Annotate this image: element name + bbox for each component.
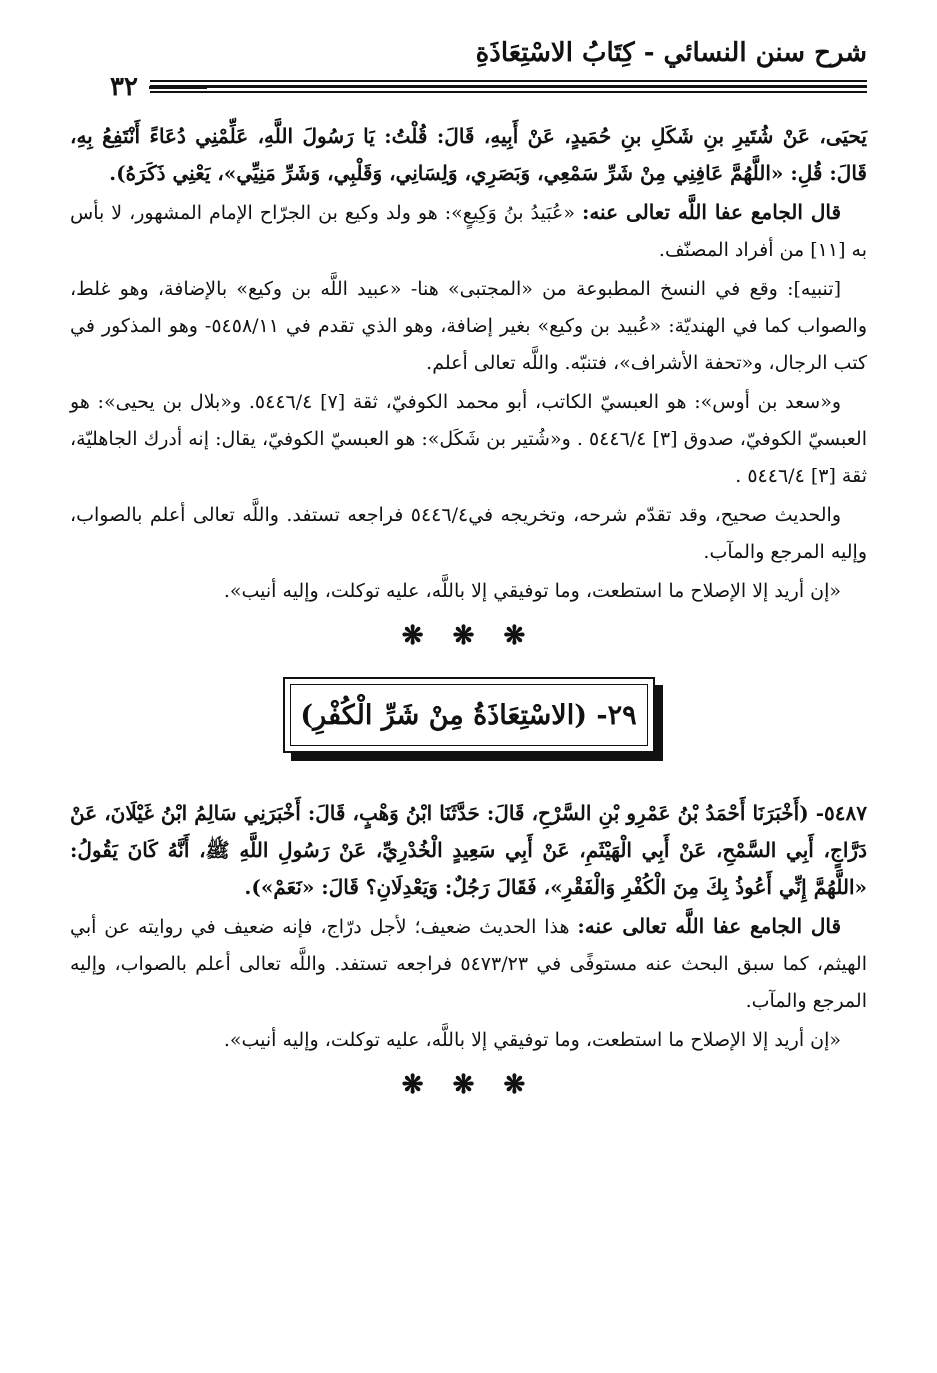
chapter-heading (70, 677, 867, 769)
chapter-frame-inner (290, 684, 648, 746)
closing-supplication: «إن أريد إلا الإصلاح ما استطعت، وما توفيقي إلا باللَّه، عليه توكلت، وإليه أنيب». (223, 580, 841, 602)
page-body (70, 118, 867, 1110)
commentary-paragraph (70, 908, 867, 1020)
commentary-lead: قال الجامع عفا اللَّه تعالى عنه: (581, 200, 842, 224)
tanbih-note: [تنبيه]: وقع في النسخ المطبوعة من «المجتبى» هنا- «عبيد اللَّه بن وكيع» بالإضافة، وهو غلط، والصواب كما في الهنديّة: «عُبيد بن وكيع» بغير إضافة، وهو الذي تقدم في ٥٤٥٨/١١- وهو المذكور في كتب الرجال، و«تحفة الأشراف»، فتنبّه. واللَّه تعالى أعلم. (70, 278, 867, 374)
narrators-paragraph: و«سعد بن أوس»: هو العبسيّ الكاتب، أبو محمد الكوفيّ، ثقة [٧] ٥٤٤٦/٤. و«بلال بن يحيى»: هو العبسيّ الكوفيّ، صدوق [٣] ٥٤٤٦/٤ . و«شُتير بن شَكَل»: هو العبسيّ الكوفيّ، يقال: إنه أدرك الجاهليّة، ثقة [٣] ٥٤٤٦/٤ . (70, 391, 867, 487)
commentary-paragraph (70, 194, 867, 269)
page-number-dash (149, 86, 207, 89)
page-number: ٣٢ (65, 72, 150, 102)
separator-stars: ❋ ❋ ❋ (401, 1070, 536, 1100)
commentary-text: «عُبَيدُ بنُ وَكِيعٍ»: هو ولد وكيع بن الجرّاح الإمام المشهور، لا بأس به [١١] من أفراد المصنّف. (70, 202, 867, 261)
running-title: شرح سنن النسائي - كِتَابُ الاسْتِعَاذَةِ (475, 38, 867, 68)
hadith-text: يَحيَى، عَنْ شُتَيرِ بنِ شَكَلِ بنِ حُمَيدٍ، عَنْ أَبِيهِ، قَالَ: قُلْتُ: يَا رَسُولَ اللَّهِ، عَلِّمْنِي دُعَاءً أَنْتَفِعُ بِهِ، قَالَ: قُلِ: «اللَّهُمَّ عَافِنِي مِنْ شَرِّ سَمْعِي، وَبَصَرِي، وَلِسَانِي، وَقَلْبِي، وَشَرِّ مَنِيِّي»، يَعْنِي ذَكَرَهُ). (70, 124, 867, 185)
header-rule (65, 80, 867, 82)
commentary-lead: قال الجامع عفا اللَّه تعالى عنه: (577, 914, 842, 938)
page-header (65, 38, 867, 108)
chapter-frame (283, 677, 655, 753)
header-rule (65, 91, 867, 93)
chapter-title: ٢٩- (الاسْتِعَاذَةُ مِنْ شَرِّ الْكُفْرِ) (300, 699, 637, 731)
grading-paragraph: والحديث صحيح، وقد تقدّم شرحه، وتخريجه في٥٤٤٦/٤ فراجعه تستفد. واللَّه تعالى أعلم بالصواب، وإليه المرجع والمآب. (70, 504, 867, 563)
commentary-text: هذا الحديث ضعيف؛ لأجل درّاج، فإنه ضعيف في روايته عن أبي الهيثم، كما سبق البحث عنه مستوفًى في ٥٤٧٣/٢٣ فراجعه تستفد. واللَّه تعالى أعلم بالصواب، وإليه المرجع والمآب. (70, 916, 867, 1012)
closing-supplication: «إن أريد إلا الإصلاح ما استطعت، وما توفيقي إلا باللَّه، عليه توكلت، وإليه أنيب». (223, 1029, 841, 1051)
hadith-text: ٥٤٨٧- (أَخْبَرَنَا أَحْمَدُ بْنُ عَمْرِو بْنِ السَّرْحِ، قَالَ: حَدَّثَنَا ابْنُ وَهْبٍ، قَالَ: أَخْبَرَنِي سَالِمُ ابْنُ غَيْلَانَ، عَنْ دَرَّاجٍ، أَبِي السَّمْحِ، عَنْ أَبِي الْهَيْثَمِ، عَنْ أَبِي سَعِيدٍ الْخُدْرِيِّ، عَنْ رَسُولِ اللَّهِ ﷺ، أَنَّهُ كَانَ يَقُولُ: «اللَّهُمَّ إِنِّي أَعُوذُ بِكَ مِنَ الْكُفْرِ وَالْفَقْرِ»، فَقَالَ رَجُلٌ: وَيَعْدِلَانِ؟ قَالَ: «نَعَمْ»). (70, 801, 867, 899)
separator-stars: ❋ ❋ ❋ (401, 621, 536, 651)
